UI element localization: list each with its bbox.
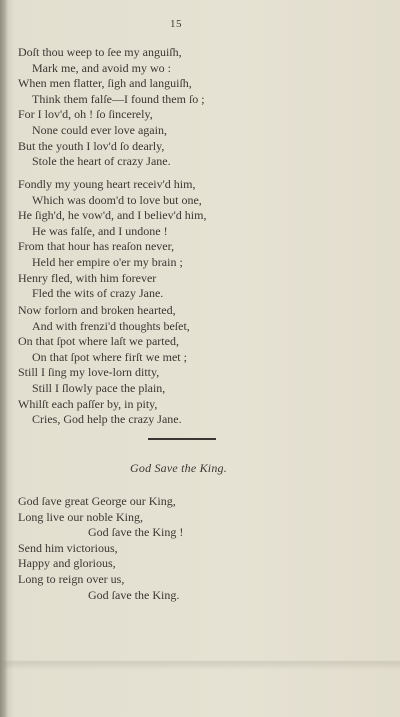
verse-line: Held her empire o'er my brain ; — [32, 254, 183, 269]
page-fold-shadow — [0, 660, 400, 717]
anthem-verse — [18, 494, 183, 603]
verse-line: On that ſpot where firſt we met ; — [32, 349, 187, 364]
section-divider — [148, 438, 216, 440]
stanza-2 — [18, 177, 206, 302]
verse-line: Fondly my young heart receiv'd him, — [18, 177, 196, 191]
verse-line: And with frenzi'd thoughts beſet, — [32, 318, 190, 333]
verse-line: Whilſt each paſſer by, in pity, — [18, 396, 158, 411]
verse-line: God ſave great George our King, — [18, 494, 176, 508]
verse-line: He ſigh'd, he vow'd, and I believ'd him, — [18, 208, 207, 223]
verse-line: God ſave the King. — [88, 587, 180, 602]
verse-line: Stole the heart of crazy Jane. — [32, 154, 171, 169]
anthem-title: God Save the King. — [130, 461, 227, 475]
verse-line: But the youth I lov'd ſo dearly, — [18, 138, 165, 153]
verse-line: For I lov'd, oh ! ſo ſincerely, — [18, 107, 153, 122]
verse-line: Send him victorious, — [18, 540, 118, 555]
verse-line: Long to reign over us, — [18, 571, 125, 586]
page-gutter — [0, 0, 8, 717]
verse-line: Fled the wits of crazy Jane. — [32, 286, 164, 301]
verse-line: Happy and glorious, — [18, 556, 116, 571]
verse-line: He was falſe, and I undone ! — [32, 223, 168, 238]
verse-line: Henry fled, with him forever — [18, 270, 157, 285]
verse-line: Which was doom'd to love but one, — [32, 192, 202, 207]
verse-line: None could ever love again, — [32, 122, 167, 137]
verse-line: Doſt thou weep to ſee my anguiſh, — [18, 45, 182, 59]
verse-line: God ſave the King ! — [88, 525, 184, 540]
verse-line: Cries, God help the crazy Jane. — [32, 412, 182, 427]
verse-line: Still I ſlowly pace the plain, — [32, 380, 166, 395]
verse-line: From that hour has reaſon never, — [18, 239, 175, 254]
verse-line: Think them falſe—I found them ſo ; — [32, 91, 205, 106]
stanza-1 — [18, 45, 205, 170]
verse-line: Still I ſing my love-lorn ditty, — [18, 365, 160, 380]
verse-line: On that ſpot where laſt we parted, — [18, 334, 179, 349]
stanza-3 — [18, 303, 190, 428]
page-number: 15 — [170, 18, 182, 30]
verse-line: Mark me, and avoid my wo : — [32, 60, 171, 75]
verse-line: When men flatter, ſigh and languiſh, — [18, 76, 192, 91]
verse-line: Long live our noble King, — [18, 509, 143, 524]
verse-line: Now forlorn and broken hearted, — [18, 303, 176, 317]
